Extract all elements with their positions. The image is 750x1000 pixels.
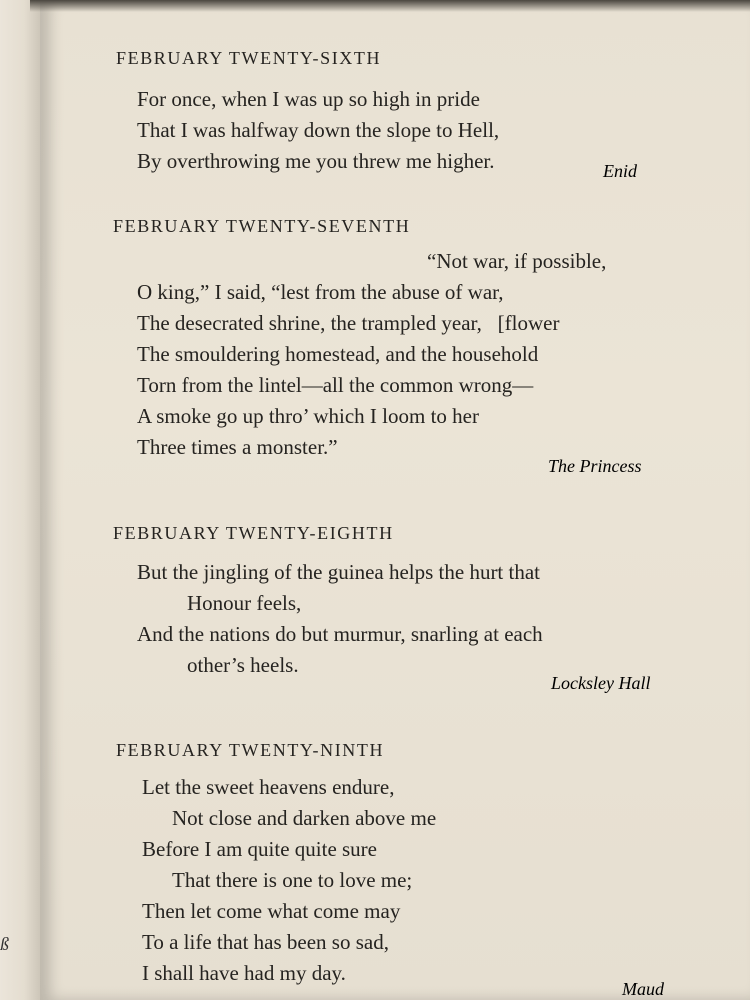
entry-heading: FEBRUARY TWENTY-SIXTH — [116, 48, 382, 68]
entry-february-28 — [113, 521, 543, 681]
margin-mark: ß — [0, 934, 9, 954]
entry-source: Maud — [622, 979, 664, 999]
poem-line: Then let come what come may — [142, 899, 401, 923]
poem-line: To a life that has been so sad, — [142, 930, 389, 954]
entry-source: Enid — [603, 161, 637, 181]
poem-line: other’s heels. — [187, 653, 299, 677]
poem-line: The smouldering homestead, and the household — [137, 342, 539, 366]
poem-line: Let the sweet heavens endure, — [142, 775, 395, 799]
page-top-shadow — [30, 0, 750, 12]
poem-line: And the nations do but murmur, snarling at each — [137, 622, 543, 646]
poem-line: “Not war, if possible, — [427, 249, 607, 273]
entry-heading: FEBRUARY TWENTY-EIGHTH — [113, 523, 394, 543]
poem-line: Torn from the lintel—all the common wrong— — [137, 373, 534, 397]
poem-line: O king,” I said, “lest from the abuse of war, — [137, 280, 504, 304]
poem-line: Not close and darken above me — [172, 806, 437, 830]
poem-line: The desecrated shrine, the trampled year, [flower — [137, 311, 560, 335]
entry-source: The Princess — [548, 456, 642, 476]
poem-line: Before I am quite quite sure — [142, 837, 377, 861]
entry-heading: FEBRUARY TWENTY-SEVENTH — [113, 216, 411, 236]
poem-line: For once, when I was up so high in pride — [137, 87, 480, 111]
entry-february-26 — [116, 46, 499, 177]
entry-source: Locksley Hall — [551, 673, 651, 693]
poem-line: But the jingling of the guinea helps the hurt that — [137, 560, 541, 584]
entry-february-29 — [116, 738, 436, 989]
previous-page-edge — [0, 0, 44, 1000]
poem-line: Three times a monster.” — [137, 435, 338, 459]
poem-line: By overthrowing me you threw me higher. — [137, 149, 495, 173]
poem-line: Honour feels, — [187, 591, 302, 615]
poem-line: I shall have had my day. — [142, 961, 346, 985]
entry-heading: FEBRUARY TWENTY-NINTH — [116, 740, 385, 760]
poem-line: That there is one to love me; — [172, 868, 413, 892]
poem-line: That I was halfway down the slope to Hell, — [137, 118, 500, 142]
entry-february-27 — [113, 214, 606, 463]
poem-line: A smoke go up thro’ which I loom to her — [137, 404, 479, 428]
